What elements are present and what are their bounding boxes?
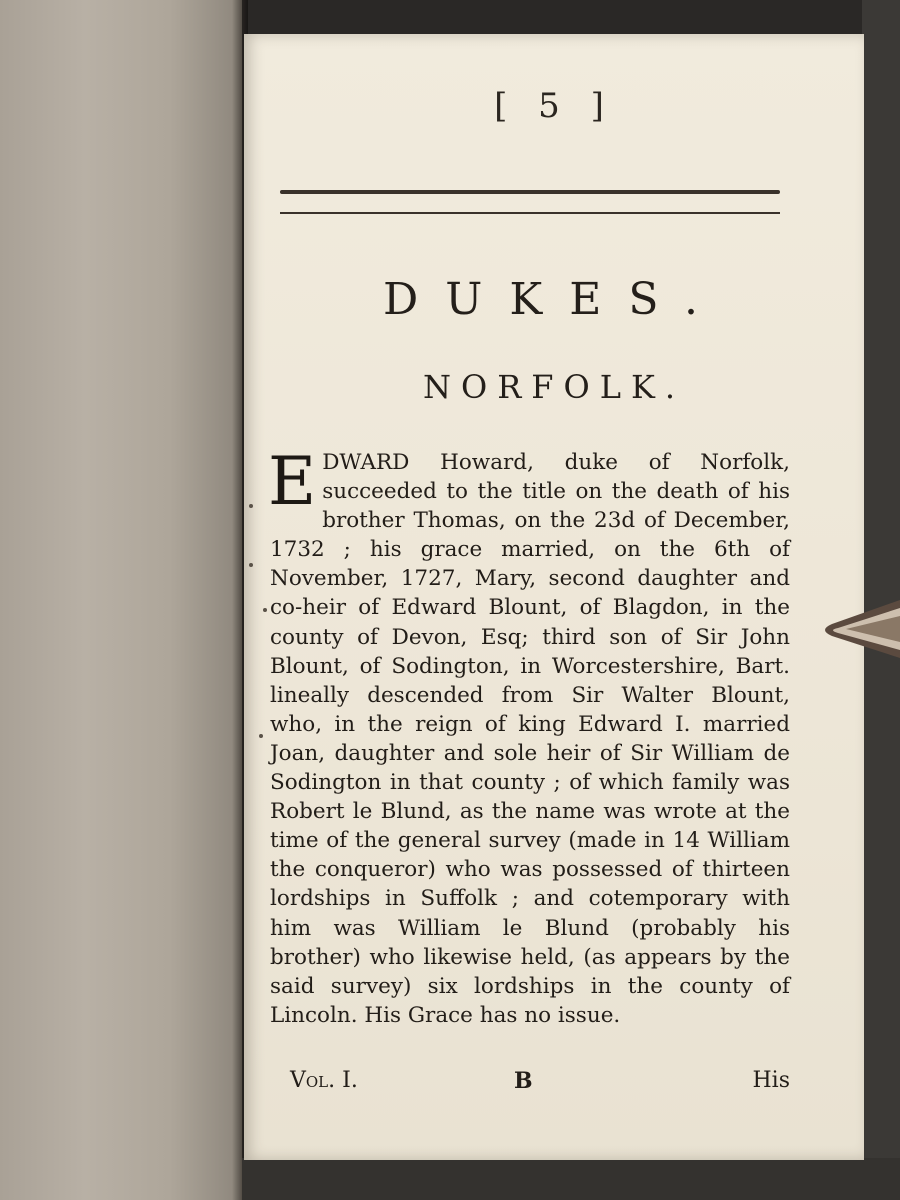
section-subtitle: NORFOLK. (422, 368, 686, 406)
catchword: His (752, 1068, 790, 1093)
metal-bookmark-icon (812, 594, 900, 664)
header-rule-thick (280, 190, 780, 194)
volume-label: Vol. I. (290, 1068, 358, 1093)
page-number: [ 5 ] (494, 86, 614, 126)
left-page (0, 0, 242, 1200)
section-title: DUKES. (383, 274, 725, 325)
drop-cap: E (268, 443, 317, 520)
body-paragraph (268, 443, 790, 1030)
background-bottom (242, 1158, 900, 1200)
signature-mark: B (514, 1068, 533, 1094)
header-rule-thin (280, 212, 780, 214)
body-text: DWARD Howard, duke of Norfolk, succeeded to the title on the death of his brother Thomas, on the 23d of December, 1732 ; his grace married, on the 6th of November, 1727, Mary, second daughter and co-heir of Edward Blount, of Blagdon, in the county of Devon, Esq; third son of Sir John Blount, of Sodington, in Worcestershire, Bart. lineally descended from Sir Walter Blount, who, in the reign of king Edward I. married Joan, daughter and sole heir of Sir William de Sodington in that county ; of which family was Robert le Blund, as the name was wrote at the time of the general survey (made in 14 William the conqueror) who was possessed of thirteen lordships in Suffolk ; and cotemporary with him was William le Blund (probably his brother) who likewise held, (as appears by the said survey) six lordships in the county of Lincoln. His Grace has no issue. (270, 450, 790, 1028)
book-page (244, 34, 864, 1160)
